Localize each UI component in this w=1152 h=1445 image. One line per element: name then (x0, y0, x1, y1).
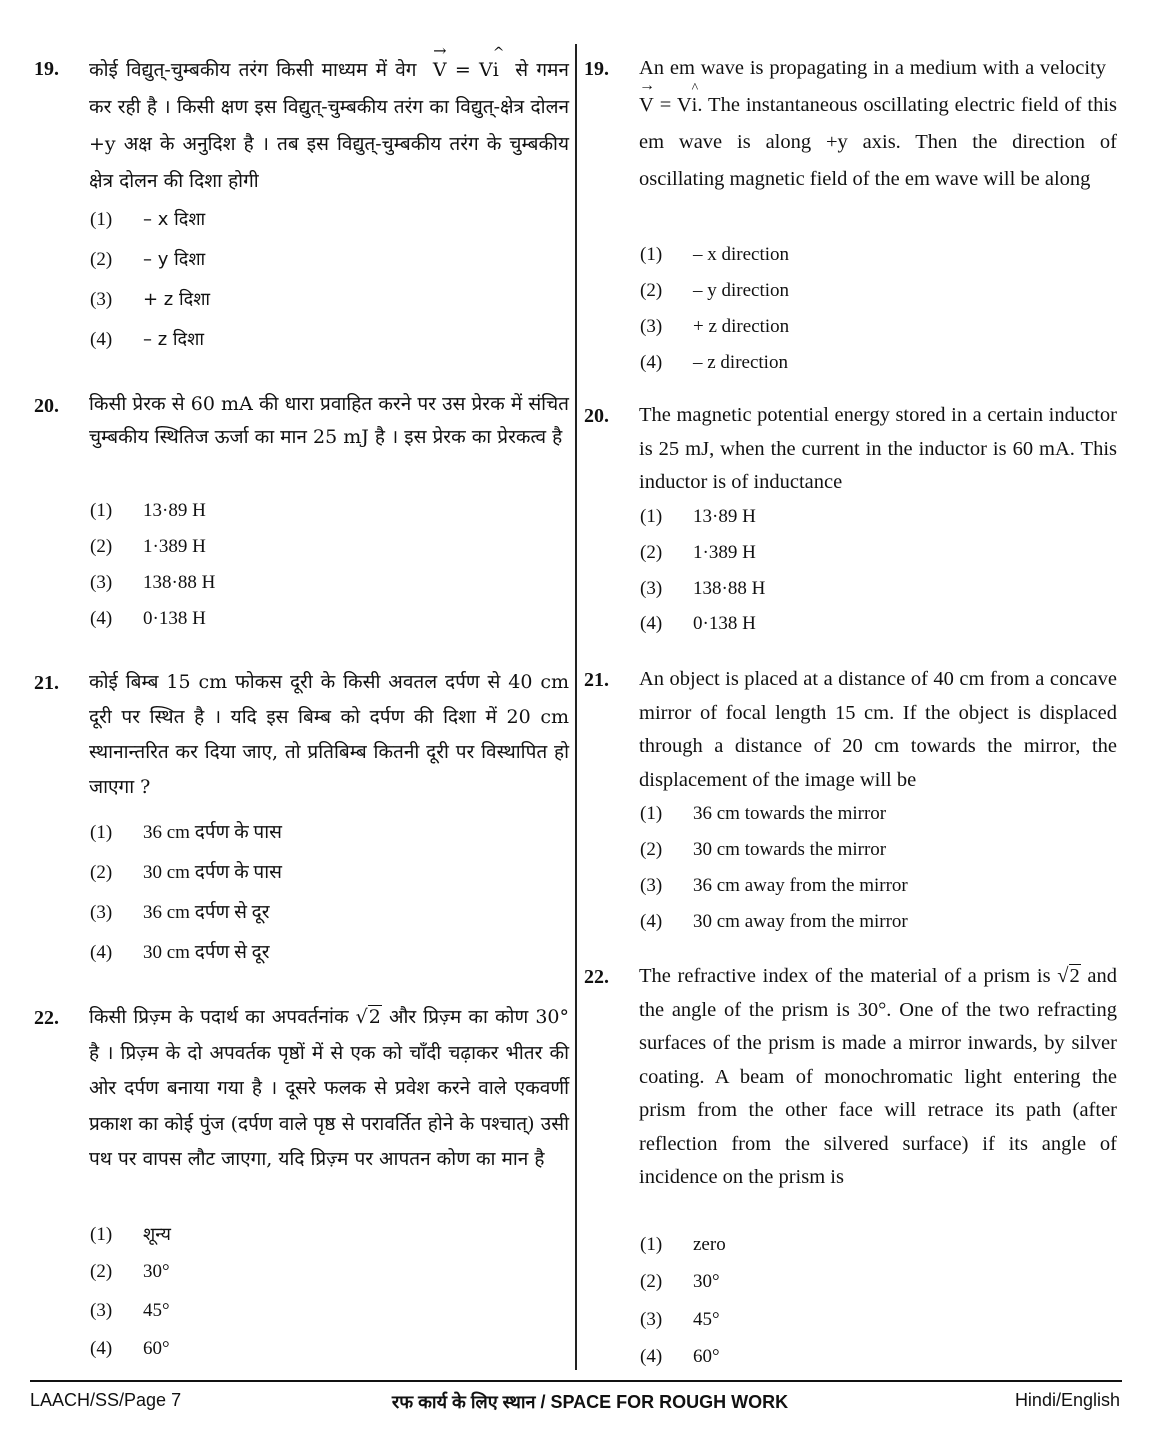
option[interactable]: (2) 30° (640, 1271, 720, 1292)
question-stem: An object is placed at a distance of 40 cm from a concave mirror of focal length 15 cm. If the object is displaced through a distance of 20 cm towards the mirror, the displacement of the image will be (639, 668, 1117, 791)
square-root-expression: √2 (1057, 965, 1080, 987)
language-label: Hindi/English (1014, 1390, 1120, 1410)
column-divider (575, 44, 577, 1370)
option[interactable]: (2) 30 cm towards the mirror (640, 839, 887, 860)
question-number: 20. (34, 395, 59, 417)
vector-arrow-icon: → (639, 77, 655, 94)
option[interactable]: (3) 138·88 H (640, 578, 766, 599)
option[interactable]: (2) 1·389 H (90, 536, 206, 557)
option[interactable]: (1) 13·89 H (640, 506, 756, 527)
option[interactable]: (4) 60° (640, 1346, 720, 1367)
option[interactable]: (2) 30 cm दर्पण के पास (90, 862, 282, 883)
option[interactable]: (3) + z direction (640, 316, 790, 337)
velocity-equation: → V = V ^ i (639, 57, 1117, 116)
rough-work-label: रफ कार्य के लिए स्थान / SPACE FOR ROUGH WORK (391, 1392, 789, 1412)
option[interactable]: (2) 30° (90, 1261, 170, 1282)
velocity-equation: → V = V ^ i (425, 59, 507, 81)
option[interactable]: (2) – y दिशा (90, 249, 206, 270)
question-number: 22. (584, 966, 609, 988)
square-root-expression: √2 (355, 1006, 381, 1028)
question-number: 19. (34, 58, 59, 80)
option[interactable]: (1) 36 cm towards the mirror (640, 803, 887, 824)
option[interactable]: (1) 13·89 H (90, 500, 206, 521)
question-stem: किसी प्रिज़्म के पदार्थ का अपवर्तनांक √2 और प्रिज़्म का कोण 30° है । प्रिज़्म के दो अपवर्तक पृष्ठों में से एक को चाँदी चढ़ाकर भीतर की ओर दर्पण बनाया गया है । दूसरे फलक से प्रवेश करने वाले एकवर्णी प्रकाश का कोई पुंज (दर्पण वाले पृष्ठ से परावर्तित होने के पश्चात्) उसी पथ पर वापस लौट जाएगा, यदि प्रिज़्म पर आपतन कोण का मान है (89, 1000, 569, 1178)
footer-rule (30, 1380, 1122, 1382)
question-stem: कोई बिम्ब 15 cm फोकस दूरी के किसी अवतल दर्पण से 40 cm दूरी पर स्थित है । यदि इस बिम्ब को दर्पण की दिशा में 20 cm स्थानान्तरित कर दिया जाए, तो प्रतिबिम्ब कितनी दूरी पर विस्थापित हो जाएगा ? (89, 671, 569, 798)
question-number: 20. (584, 405, 609, 427)
option[interactable]: (2) – y direction (640, 280, 790, 301)
option[interactable]: (1) – x दिशा (90, 209, 206, 230)
option[interactable]: (1) 36 cm दर्पण के पास (90, 822, 282, 843)
square-root-icon: √ (355, 1006, 368, 1028)
option[interactable]: (2) 1·389 H (640, 542, 756, 563)
option[interactable]: (4) – z दिशा (90, 329, 205, 350)
unit-vector-hat-icon: ^ (492, 45, 505, 61)
question-number: 22. (34, 1007, 59, 1029)
page-code: LAACH/SS/Page 7 (30, 1390, 182, 1410)
unit-vector-hat-icon: ^ (691, 81, 699, 96)
option[interactable]: (4) 30 cm away from the mirror (640, 911, 908, 932)
square-root-icon: √ (1057, 965, 1069, 987)
question-number: 21. (584, 669, 609, 691)
option[interactable]: (3) 45° (90, 1300, 170, 1321)
option[interactable]: (3) + z दिशा (90, 289, 211, 310)
option[interactable]: (4) 30 cm दर्पण से दूर (90, 942, 270, 963)
question-stem: The magnetic potential energy stored in a certain inductor is 25 mJ, when the current in the inductor is 60 mA. This inductor is of inductance (639, 404, 1117, 493)
option[interactable]: (4) 0·138 H (640, 613, 756, 634)
question-stem: An em wave is propagating in a medium with a velocity → V = V ^ i. The instantaneous oscillating electric field of this em wave is along +y axis. Then the direction of oscillating magnetic field of the em wave will be along (639, 57, 1117, 190)
option[interactable]: (3) 45° (640, 1309, 720, 1330)
vector-arrow-icon: → (433, 41, 447, 60)
question-number: 19. (584, 58, 609, 80)
question-stem: कोई विद्युत्-चुम्बकीय तरंग किसी माध्यम में वेग → V = V ^ i से गमन कर रही है । किसी क्षण इस विद्युत्-चुम्बकीय तरंग का विद्युत्-क्षेत्र दोलन +y अक्ष के अनुदिश है । तब इस विद्युत्-चुम्बकीय तरंग के चुम्बकीय क्षेत्र दोलन की दिशा होगी (89, 52, 569, 200)
option[interactable]: (1) – x direction (640, 244, 790, 265)
option[interactable]: (1) शून्य (90, 1224, 171, 1245)
option[interactable]: (4) – z direction (640, 352, 788, 373)
option[interactable]: (4) 0·138 H (90, 608, 206, 629)
option[interactable]: (3) 138·88 H (90, 572, 216, 593)
option[interactable]: (4) 60° (90, 1338, 170, 1359)
question-number: 21. (34, 672, 59, 694)
option[interactable]: (3) 36 cm दर्पण से दूर (90, 902, 270, 923)
question-stem: The refractive index of the material of a prism is √2 and the angle of the prism is 30°. One of the two refracting surfaces of the prism is made a mirror inwards, by silver coating. A beam of monochromatic light entering the prism from the other face will retrace its path (after reflection from the silvered surface) if its angle of incidence on the prism is (639, 960, 1117, 1195)
option[interactable]: (3) 36 cm away from the mirror (640, 875, 908, 896)
option[interactable]: (1) zero (640, 1234, 726, 1255)
question-stem: किसी प्रेरक से 60 mA की धारा प्रवाहित करने पर उस प्रेरक में संचित चुम्बकीय स्थितिज ऊर्जा का मान 25 mJ है । इस प्रेरक का प्रेरकत्व है (89, 393, 569, 448)
